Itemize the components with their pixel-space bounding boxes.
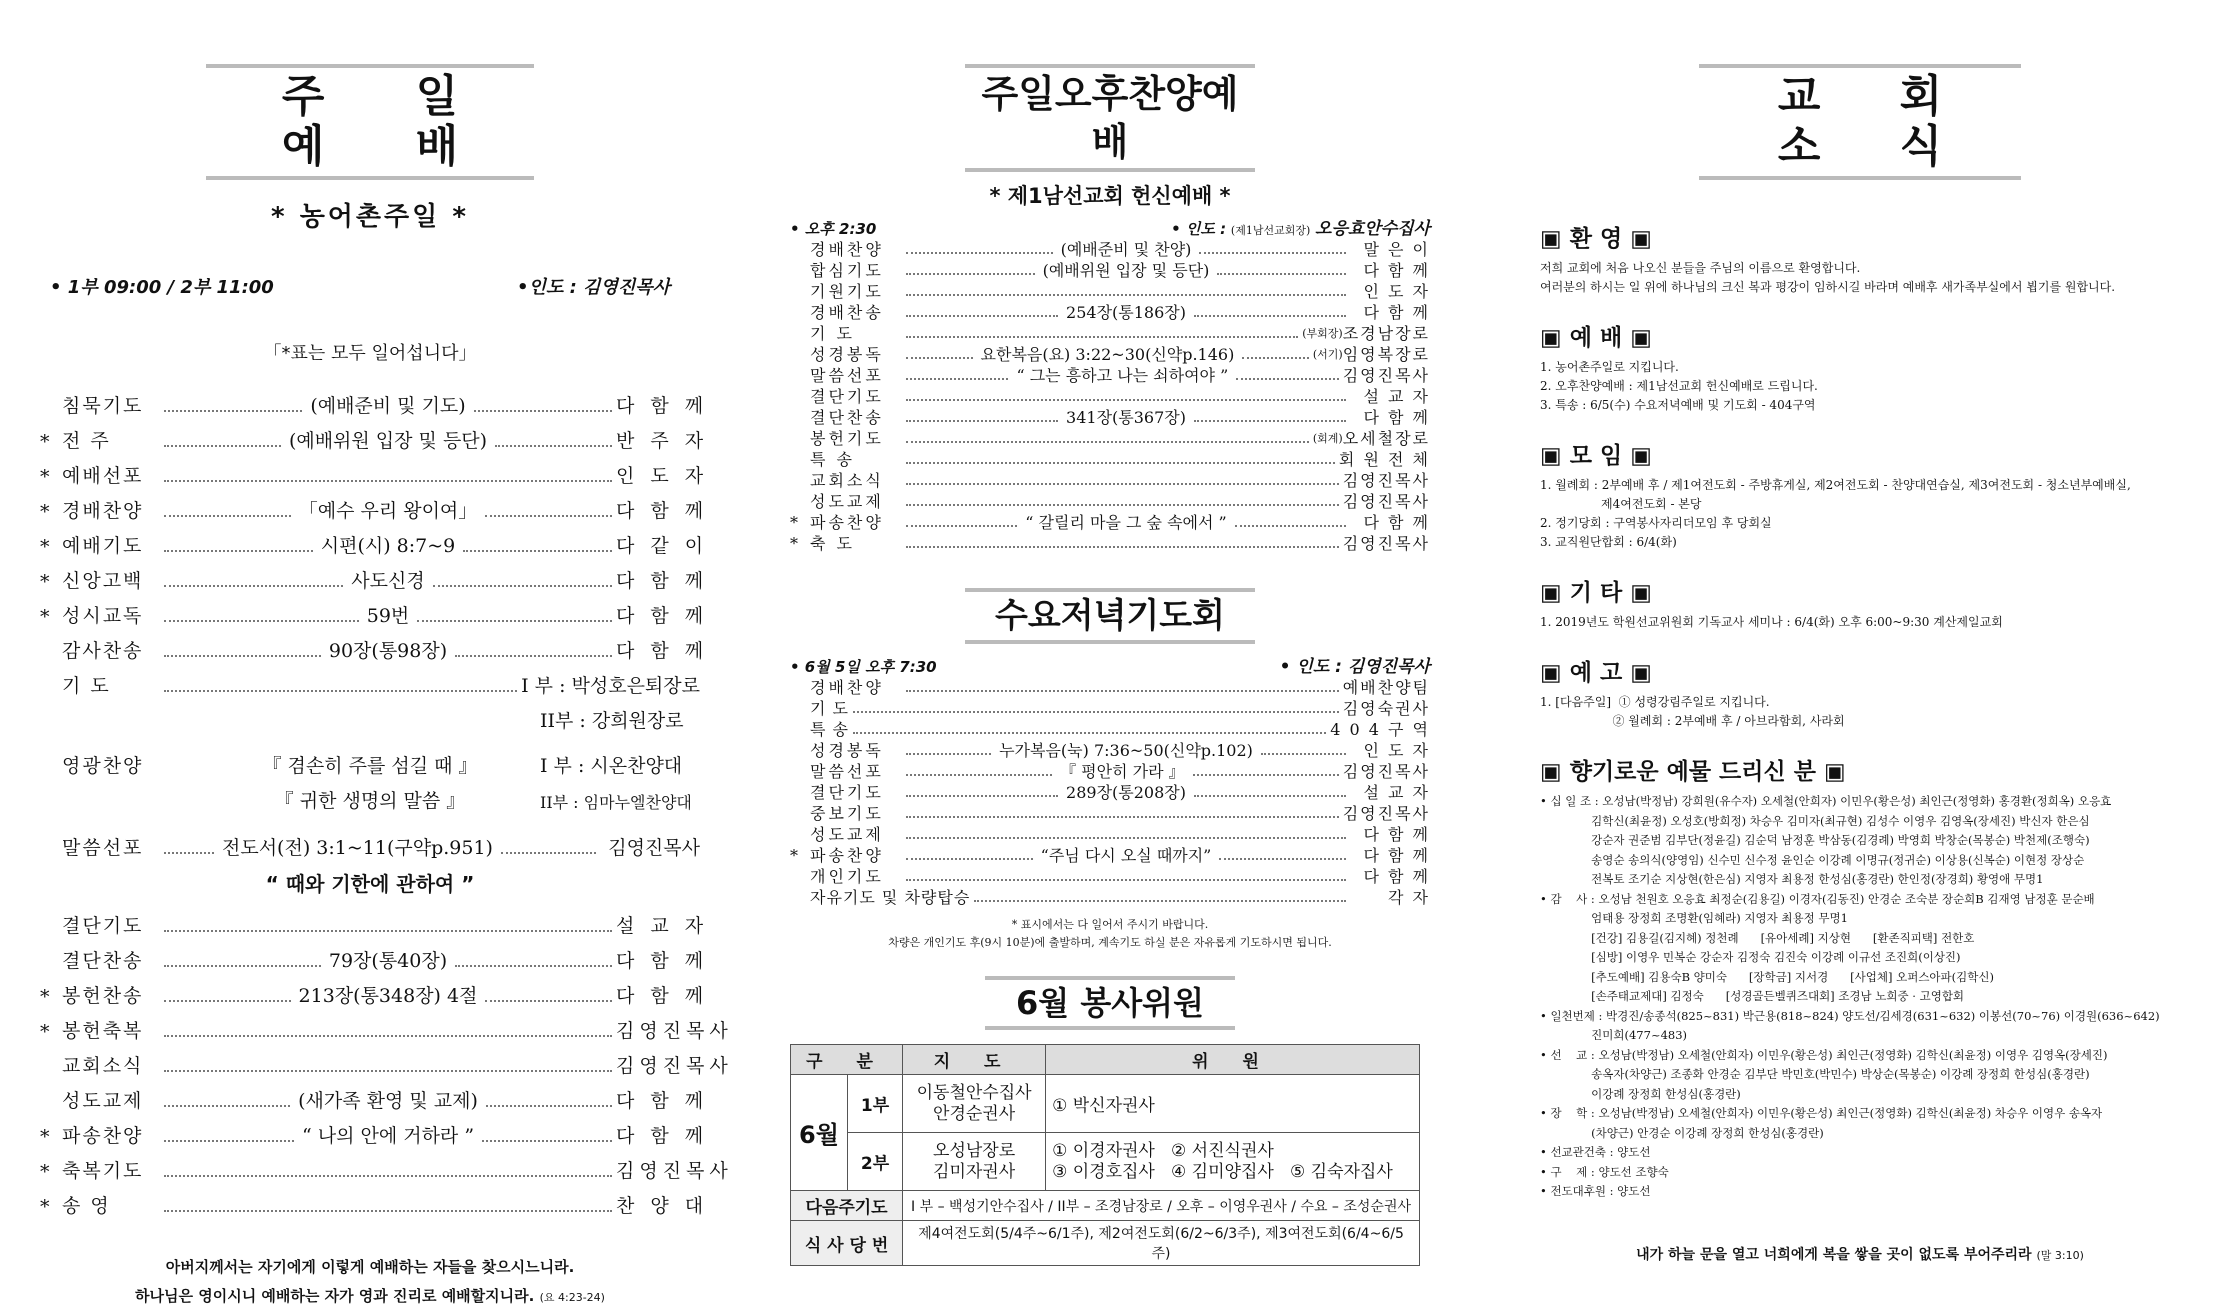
news-line: 여러분의 하시는 일 위에 하나님의 크신 복과 평강이 임하시길 바라며 예배후 새가족부실에서 뵙기를 원합니다.	[1540, 280, 2116, 294]
verse-line-1: 아버지께서는 자기에게 이렇게 예배하는 자들을 찾으시느니라.	[165, 1258, 575, 1276]
item-person: 다 함 께	[616, 395, 709, 417]
order-item	[790, 344, 1430, 365]
item-label: 봉헌기도	[810, 429, 884, 448]
order-item	[790, 866, 1430, 887]
sunday-worship-title: 주 일 예 배	[206, 64, 534, 180]
order-item	[790, 281, 1430, 302]
item-label: 기원기도	[810, 282, 884, 301]
item-detail: (예배준비 및 기도)	[310, 395, 466, 417]
order-item	[790, 845, 1430, 866]
standing-mark: *	[40, 1196, 50, 1218]
afternoon-leader-label: • 인도 :	[1171, 220, 1227, 238]
standing-mark: *	[40, 1021, 50, 1043]
standing-note: 「*표는 모두 일어섭니다」	[263, 343, 477, 364]
item-label: 예배기도	[62, 535, 144, 557]
choir-song-2: 『 귀한 생명의 말씀 』	[274, 790, 466, 812]
order-item	[40, 1183, 709, 1218]
news-line: [추도예배] 김용숙B 양미숙 [장학금] 지서경 [사업체] 오퍼스아파(김학신)	[1540, 969, 1994, 984]
afternoon-subtitle: * 제1남선교회 헌신예배 *	[989, 184, 1231, 208]
item-person: 인 도 자	[1363, 741, 1430, 760]
news-line: 1. [다음주일] ① 성령강림주일로 지킵니다.	[1540, 695, 1770, 709]
news-line: 김학신(최윤정) 오성호(방희정) 차승우 김미자(최규현) 김성수 이영우 김영옥(장세진) 박신자 한은심	[1540, 813, 2090, 828]
choir-1: I 부 : 시온찬양대	[540, 755, 683, 777]
standing-mark: *	[790, 513, 798, 532]
order-item	[790, 323, 1430, 344]
vol-leader-2a: 오성남장로	[933, 1140, 1016, 1161]
item-label: 전 주	[62, 430, 111, 452]
order-item	[790, 719, 1430, 740]
order-item	[790, 698, 1430, 719]
afternoon-column	[790, 0, 1431, 1262]
item-person: 김영진목사	[1342, 492, 1430, 511]
order-item	[40, 663, 700, 698]
item-person: 다 함 께	[1363, 825, 1430, 844]
item-label: 중보기도	[810, 804, 884, 823]
item-label: 송 영	[62, 1195, 111, 1217]
standing-mark: *	[40, 606, 50, 628]
item-label: 축 도	[810, 534, 855, 553]
item-label: 봉헌찬송	[62, 985, 144, 1007]
item-person: 설 교 자	[1363, 783, 1430, 802]
order-item	[40, 1148, 733, 1183]
news-line: 3. 교직원단합회 : 6/4(화)	[1540, 535, 1677, 549]
volunteers-table	[790, 1044, 1420, 1266]
news-line: 송영순 송의식(양영임) 신수민 신수정 윤인순 이강례 이명규(정귀순) 이상용(신복순) 이현정 장상순	[1540, 852, 2085, 867]
vol-leader-1a: 이동철안수집사	[916, 1082, 1032, 1103]
sunday-subtitle: * 농어촌주일 *	[271, 202, 469, 232]
etc-text	[1540, 613, 2180, 632]
item-label: 경배찬양	[62, 500, 144, 522]
item-person: 설 교 자	[1363, 387, 1430, 406]
verse-line-2: 하나님은 영이시니 예배하는 자가 영과 진리로 예배할지니라.	[135, 1287, 535, 1305]
item-label: 축복기도	[62, 1160, 144, 1182]
item-person: 다 함 께	[616, 950, 709, 972]
item-person: 다 함 께	[616, 1125, 709, 1147]
sermon-title: “ 때와 기한에 관하여 ”	[265, 872, 475, 896]
news-line: 진미희(477~483)	[1540, 1028, 1688, 1042]
order-item	[790, 533, 1430, 554]
item-person: 찬 양 대	[616, 1195, 709, 1217]
news-verse: 내가 하늘 문을 열고 너희에게 복을 쌓을 곳이 없도록 부어주리라	[1636, 1246, 2032, 1263]
item-detail: (예배위원 입장 및 등단)	[1042, 261, 1210, 280]
notice-heading: ▣ 예 고 ▣	[1540, 660, 1652, 686]
order-item	[790, 386, 1430, 407]
item-label: 봉헌축복	[62, 1020, 144, 1042]
item-label: 결단기도	[810, 783, 884, 802]
sermon-preacher: 김영진목사	[608, 837, 700, 859]
church-news-column	[1540, 0, 2180, 1263]
item-detail: (예배준비 및 찬양)	[1060, 240, 1192, 259]
order-item	[790, 491, 1430, 512]
standing-mark: *	[40, 536, 50, 558]
vol-next-label: 다음주기도	[791, 1191, 903, 1221]
wednesday-note-1: * 표시에서는 다 일어서 주시기 바랍니다.	[1011, 918, 1209, 931]
news-line: 강순자 권준범 김부단(정윤길) 김순덕 남정훈 박삼동(김경례) 박영희 박창순(목봉순) 박천제(조행숙)	[1540, 833, 2090, 847]
wednesday-title: 수요저녁기도회	[965, 588, 1255, 644]
item-label: 결단기도	[810, 387, 884, 406]
item-label: 기 도	[810, 324, 855, 343]
afternoon-leader: 오응효안수집사	[1315, 219, 1430, 239]
item-label: 파송찬양	[810, 846, 884, 865]
news-line: • 십 일 조 : 오성남(박정남) 강희원(유수자) 오세철(안희자) 이민우(황은성) 최인근(정영화) 홍경환(정희옥) 오응효	[1540, 794, 2112, 808]
afternoon-order	[790, 239, 1430, 554]
welcome-heading: ▣ 환 영 ▣	[1540, 226, 1652, 252]
item-label: 특 송	[810, 450, 855, 469]
item-label: 결단찬송	[62, 950, 144, 972]
item-role: (서기)	[1312, 348, 1343, 361]
item-detail: “ 갈릴리 마을 그 숲 속에서 ”	[1025, 513, 1227, 532]
item-person: 김영진목사	[616, 1055, 733, 1077]
item-label: 경배찬양	[810, 240, 884, 259]
vol-part-1: 1부	[848, 1075, 903, 1133]
service-leader: •인도 : 김영진목사	[517, 277, 670, 298]
item-person: 다 함 께	[1363, 408, 1430, 427]
order-item	[40, 1078, 709, 1113]
news-line: [건강] 김용길(김지혜) 정천례 [유아세례] 지상현 [환존직피택] 전한호	[1540, 930, 1975, 945]
item-person: I 부 : 박성호은퇴장로	[521, 675, 700, 697]
order-item	[790, 239, 1430, 260]
notice-text	[1540, 693, 2180, 731]
item-label: 침묵기도	[62, 395, 144, 417]
vol-meal-label: 식 사 당 번	[791, 1221, 903, 1266]
news-line: • 구 제 : 양도선 조향숙	[1540, 1164, 1669, 1179]
item-label: 파송찬양	[62, 1125, 144, 1147]
item-label: 성도교제	[810, 492, 884, 511]
afternoon-worship-title: 주일오후찬양예배	[965, 64, 1255, 172]
item-detail: 요한복음(요) 3:22~30(신약p.146)	[980, 345, 1235, 364]
order-item	[40, 628, 709, 663]
order-item	[40, 593, 709, 628]
choir-label: 영광찬양	[62, 755, 144, 777]
order-item	[40, 383, 709, 418]
news-line: 제4여전도회 - 본당	[1540, 497, 1702, 511]
item-label: 성경봉독	[810, 345, 884, 364]
item-person: 김영진목사	[1342, 804, 1430, 823]
choir-2: II부 : 임마누엘찬양대	[540, 793, 692, 812]
item-person: 다 함 께	[616, 1090, 709, 1112]
news-verse-ref: (말 3:10)	[2036, 1248, 2084, 1262]
item-detail: 시편(시) 8:7~9	[320, 535, 456, 557]
order-item	[40, 938, 709, 973]
item-person: 김영진목사	[1342, 366, 1430, 385]
offering-list	[1540, 792, 2180, 1202]
standing-mark: *	[40, 1126, 50, 1148]
news-line: (차양근) 안경순 이강례 장정희 한성심(홍경란)	[1540, 1125, 1824, 1140]
news-line: 1. 월례회 : 2부예배 후 / 제1여전도회 - 주방휴게실, 제2여전도회 - 찬양대연습실, 제3여전도회 - 청소년부예배실,	[1540, 478, 2131, 492]
order-item	[40, 1043, 733, 1078]
wednesday-time: • 6월 5일 오후 7:30	[790, 658, 937, 676]
item-person: 회 원 전 체	[1338, 450, 1430, 469]
item-label: 개인기도	[810, 867, 884, 886]
vol-head-leader: 지 도	[903, 1045, 1046, 1075]
vol-leader-1b: 안경순권사	[933, 1103, 1016, 1124]
sermon-label: 말씀선포	[62, 837, 144, 859]
church-news-title: 교 회 소 식	[1699, 64, 2021, 180]
order-item	[790, 512, 1430, 533]
news-line: 1. 농어촌주일로 지킵니다.	[1540, 360, 1679, 374]
prayer-second: II부 : 강희원장로	[540, 710, 684, 732]
order-of-worship-2	[40, 903, 733, 1218]
order-item	[790, 365, 1430, 386]
item-person: 인 도 자	[1363, 282, 1430, 301]
order-item	[790, 761, 1430, 782]
news-line: 2. 정기당회 : 구역봉사자리더모임 후 당회실	[1540, 516, 1772, 530]
item-detail: 『 평안히 가라 』	[1060, 762, 1185, 781]
vol-members-2a: ① 이경자권사 ② 서진식권사	[1052, 1140, 1274, 1161]
standing-mark: *	[40, 431, 50, 453]
standing-mark: *	[790, 846, 798, 865]
news-line: 이강례 장정희 한성심(홍경란)	[1540, 1086, 1741, 1101]
news-line: [손주태교제대] 김정숙 [성경골든벨퀴즈대회] 조경남 노희중 · 고영합회	[1540, 989, 1965, 1003]
standing-mark: *	[40, 1161, 50, 1183]
order-item	[40, 558, 709, 593]
item-person: 다 함 께	[1363, 867, 1430, 886]
item-label: 경배찬양	[810, 678, 884, 697]
vol-head-division: 구 분	[791, 1045, 903, 1075]
wednesday-note-2: 차량은 개인기도 후(9시 10분)에 출발하며, 계속기도 하실 분은 자유롭게 기도하시면 됩니다.	[888, 936, 1332, 949]
standing-mark: *	[790, 534, 798, 553]
item-person: 다 함 께	[1363, 261, 1431, 280]
order-item	[790, 824, 1430, 845]
item-person: 김영진목사	[616, 1160, 733, 1182]
item-person: 다 함 께	[616, 985, 709, 1007]
vol-part-2: 2부	[848, 1133, 903, 1191]
news-line: • 선 교 : 오성남(박정남) 오세철(안희자) 이민우(황은성) 최인근(정영화) 김학신(최윤정) 이영우 김영옥(장세진)	[1540, 1047, 2108, 1062]
item-person: 김영숙권사	[1342, 699, 1430, 718]
standing-mark: *	[40, 501, 50, 523]
item-person: 다 함 께	[1363, 513, 1430, 532]
item-person: 각 자	[1388, 888, 1430, 907]
wednesday-leader: • 인도 : 김영진목사	[1279, 657, 1430, 677]
item-person: 다 함 께	[616, 500, 709, 522]
order-item	[790, 302, 1430, 323]
item-label: 파송찬양	[810, 513, 884, 532]
news-line: • 선교관건축 : 양도선	[1540, 1145, 1651, 1159]
news-line: 전복토 조기순 지상현(한은심) 지영자 최용정 한성심(홍경란) 한인정(장경희) 황영애 무명1	[1540, 872, 2044, 886]
order-item	[790, 407, 1430, 428]
news-line: • 감 사 : 오성남 천원호 오응효 최정순(김용길) 이경자(김동진) 안경순 조숙분 장순희B 김재영 남정훈 문순배	[1540, 891, 2095, 906]
etc-heading: ▣ 기 타 ▣	[1540, 580, 1652, 606]
news-line: ② 월례회 : 2부예배 후 / 아브라함회, 사라회	[1540, 714, 1845, 728]
item-detail: 59번	[366, 605, 410, 627]
item-label: 감사찬송	[62, 640, 144, 662]
item-detail: “주님 다시 오실 때까지”	[1040, 846, 1212, 865]
item-person: 임영복장로	[1342, 345, 1430, 364]
order-item	[40, 418, 709, 453]
vol-month: 6월	[791, 1075, 848, 1191]
item-detail: 사도신경	[351, 570, 425, 592]
meeting-text	[1540, 476, 2180, 552]
item-label: 말씀선포	[810, 762, 884, 781]
item-person: 다 함 께	[616, 640, 709, 662]
item-person: 4 0 4 구 역	[1330, 720, 1430, 739]
item-role: (부회장)	[1302, 327, 1343, 340]
offering-heading: ▣ 향기로운 예물 드리신 분 ▣	[1540, 759, 1846, 785]
verse-ref: (요 4:23-24)	[539, 1291, 605, 1304]
standing-mark: *	[40, 571, 50, 593]
worship-text	[1540, 358, 2180, 415]
news-line: 1. 2019년도 학원선교위원회 기독교사 세미나 : 6/4(화) 오후 6:00~9:30 계산제일교회	[1540, 615, 2003, 629]
item-detail: 289장(통208장)	[1066, 783, 1186, 802]
item-label: 신앙고백	[62, 570, 144, 592]
item-detail: (예배위원 입장 및 등단)	[288, 430, 488, 452]
choir-song-1: 『 겸손히 주를 섬길 때 』	[262, 755, 478, 777]
item-person: 다 함 께	[616, 570, 709, 592]
order-item	[40, 973, 709, 1008]
worship-heading: ▣ 예 배 ▣	[1540, 325, 1652, 351]
order-item	[790, 428, 1430, 449]
item-detail: “ 나의 안에 거하라 ”	[301, 1125, 475, 1147]
item-person: 다 함 께	[616, 605, 709, 627]
item-person: 말 은 이	[1363, 240, 1431, 259]
order-item	[40, 523, 709, 558]
volunteers-title: 6월 봉사위원	[985, 976, 1235, 1030]
news-line: [심방] 이영우 민복순 강순자 김정숙 김진숙 이강례 이규선 조진희(이상진)	[1540, 950, 1961, 964]
item-label: 교회소식	[810, 471, 884, 490]
vol-next-prayer: I 부 – 백성기안수집사 / II부 – 조경남장로 / 오후 – 이영우권사 / 수요 – 조성순권사	[903, 1191, 1420, 1221]
order-item	[790, 677, 1430, 698]
item-person: 다 같 이	[616, 535, 709, 557]
news-line: • 전도대후원 : 양도선	[1540, 1184, 1651, 1198]
item-person: 오세철장로	[1342, 429, 1430, 448]
meeting-heading: ▣ 모 임 ▣	[1540, 443, 1652, 469]
item-label: 예배선포	[62, 465, 144, 487]
news-line: 저희 교회에 처음 나오신 분들을 주님의 이름으로 환영합니다.	[1540, 261, 1861, 275]
item-label: 말씀선포	[810, 366, 884, 385]
item-detail: 「예수 우리 왕이여」	[298, 500, 478, 522]
order-item	[790, 449, 1430, 470]
item-label: 결단기도	[62, 915, 144, 937]
order-item	[790, 887, 1430, 908]
item-label: 자유기도 및 차량탑승	[810, 888, 971, 907]
item-detail: 79장(통40장)	[328, 950, 448, 972]
item-person: 다 함 께	[1363, 303, 1430, 322]
order-item	[40, 1113, 709, 1148]
item-person: 김영진목사	[1342, 471, 1430, 490]
item-person: 예배찬양팀	[1342, 678, 1430, 697]
order-item	[790, 470, 1430, 491]
order-item	[790, 740, 1430, 761]
vol-head-members: 위 원	[1046, 1045, 1420, 1075]
order-item	[40, 488, 709, 523]
item-label: 교회소식	[62, 1055, 144, 1077]
item-person: 설 교 자	[616, 915, 709, 937]
item-person: 김영진목사	[1342, 762, 1431, 781]
news-line: 송옥자(차양근) 조종화 안경순 김부단 박민호(박민수) 박상순(목봉순) 이강례 장정희 한성심(홍경란)	[1540, 1067, 2090, 1081]
news-line: • 일천번제 : 박경진/송종석(825~831) 박근용(818~824) 양도선/김세경(631~632) 이봉선(70~76) 이경원(636~642)	[1540, 1008, 2160, 1023]
order-item	[40, 903, 709, 938]
sermon-scripture: 전도서(전) 3:1~11(구약p.951)	[222, 837, 493, 859]
vol-members-1: ① 박신자권사	[1046, 1075, 1420, 1133]
afternoon-leader-role: (제1남선교회장)	[1230, 224, 1311, 237]
item-detail: 213장(통348장) 4절	[298, 985, 478, 1007]
item-label: 합심기도	[810, 261, 884, 280]
item-detail: 341장(통367장)	[1066, 408, 1186, 427]
item-person: 반 주 자	[616, 430, 709, 452]
item-label: 결단찬송	[810, 408, 884, 427]
item-detail: (새가족 환영 및 교제)	[298, 1090, 478, 1112]
item-label: 기 도	[810, 699, 849, 718]
sunday-worship-column	[40, 0, 733, 1305]
item-detail: 254장(통186장)	[1066, 303, 1186, 322]
news-line: 3. 특송 : 6/5(수) 수요저녁예배 및 기도회 - 404구역	[1540, 398, 1816, 412]
item-detail: “ 그는 흥하고 나는 쇠하여야 ”	[1016, 366, 1229, 385]
vol-members-2b: ③ 이경호집사 ④ 김미양집사 ⑤ 김숙자집사	[1052, 1161, 1393, 1182]
item-person: 조경남장로	[1342, 324, 1430, 343]
afternoon-time: • 오후 2:30	[790, 220, 877, 238]
order-of-worship	[40, 383, 709, 698]
order-item	[40, 453, 709, 488]
order-item	[790, 260, 1430, 281]
standing-mark: *	[40, 986, 50, 1008]
item-label: 성시교독	[62, 605, 144, 627]
wednesday-order	[790, 677, 1430, 908]
item-person: 다 함 께	[1363, 846, 1431, 865]
order-item	[40, 1008, 733, 1043]
item-label: 성도교제	[810, 825, 884, 844]
service-time: • 1부 09:00 / 2부 11:00	[50, 277, 274, 298]
item-detail: 90장(통98장)	[328, 640, 448, 662]
vol-meal-duty: 제4여전도회(5/4주~6/1주), 제2여전도회(6/2~6/3주), 제3여전도회(6/4~6/5주)	[903, 1221, 1420, 1266]
item-label: 성도교제	[62, 1090, 144, 1112]
item-person: 인 도 자	[616, 465, 709, 487]
item-label: 경배찬송	[810, 303, 884, 322]
item-person: 김영진목사	[616, 1020, 733, 1042]
item-detail: 누가복음(눅) 7:36~50(신약p.102)	[999, 741, 1253, 760]
vol-leader-2b: 김미자권사	[933, 1161, 1016, 1182]
order-item	[790, 782, 1430, 803]
order-item	[790, 803, 1430, 824]
item-label: 성경봉독	[810, 741, 884, 760]
item-person: 김영진목사	[1342, 534, 1430, 553]
news-line: 엄태용 장정희 조명환(임혜라) 지영자 최용정 무명1	[1540, 911, 1848, 925]
item-label: 특 송	[810, 720, 849, 739]
news-line: 2. 오후찬양예배 : 제1남선교회 헌신예배로 드립니다.	[1540, 379, 1818, 393]
item-role: (회계)	[1312, 432, 1343, 445]
welcome-text	[1540, 259, 2180, 297]
item-label: 기 도	[62, 675, 111, 697]
standing-mark: *	[40, 466, 50, 488]
news-line: • 장 학 : 오성남(박정남) 오세철(안희자) 이민우(황은성) 최인근(정영화) 김학신(최윤정) 차승우 이영우 송옥자	[1540, 1106, 2103, 1120]
